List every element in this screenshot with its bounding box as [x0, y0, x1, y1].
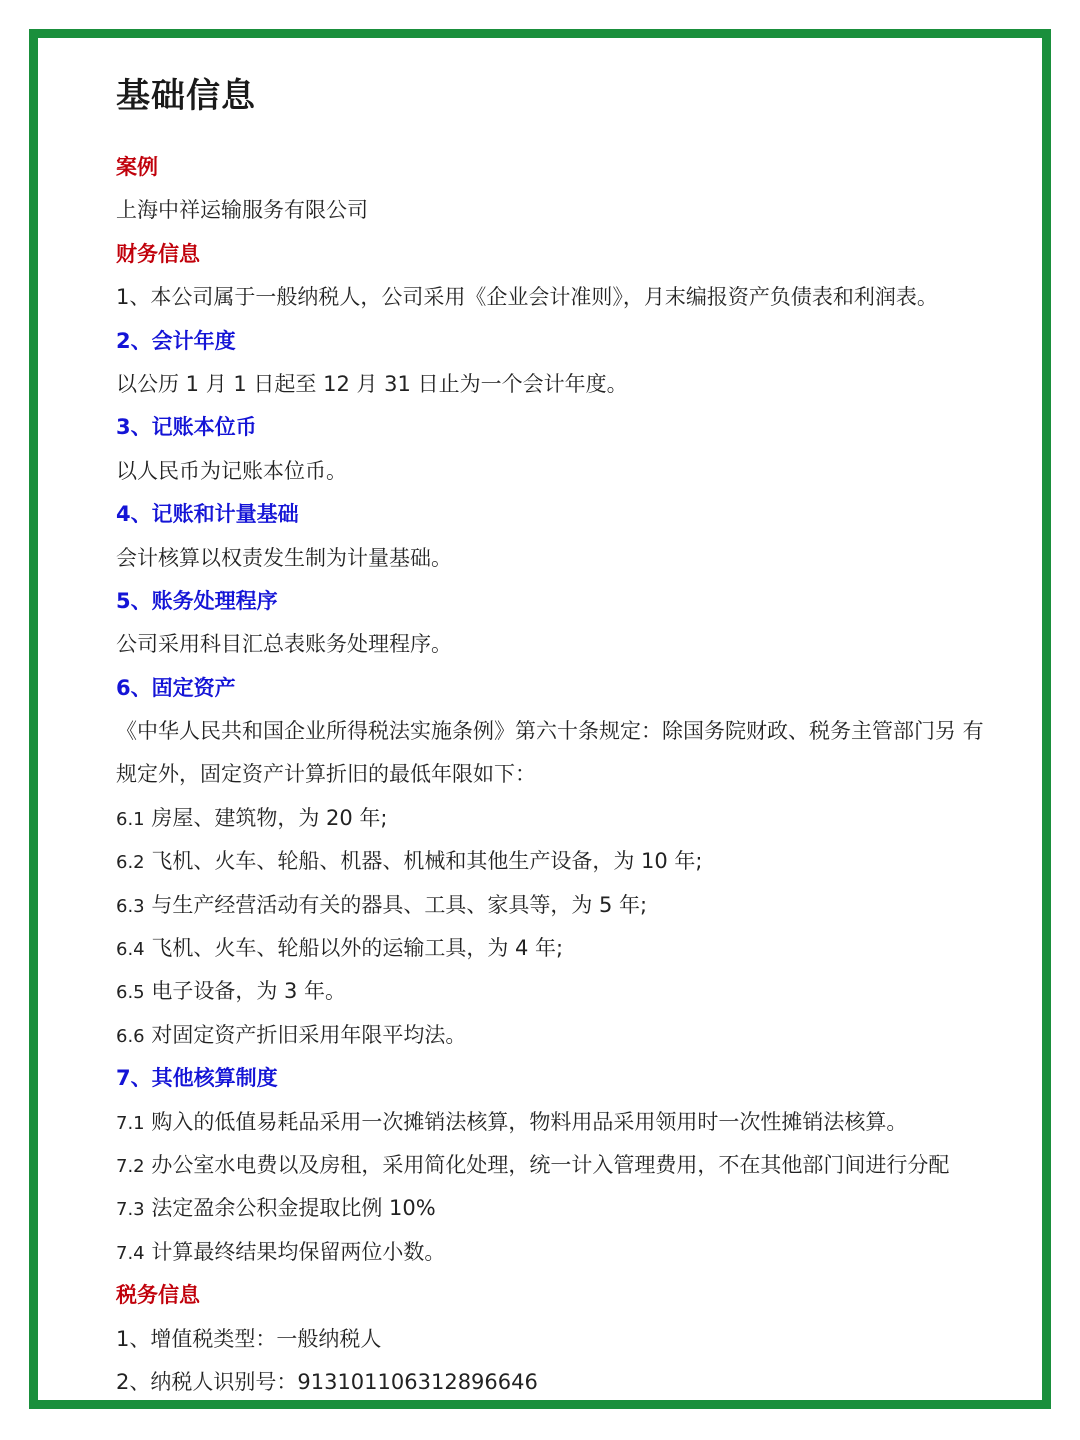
- item-text: 购入的低值易耗品采用一次摊销法核算，物料用品采用领用时一次性摊销法核算。: [151, 1109, 908, 1134]
- company-name: 上海中祥运输服务有限公司: [116, 198, 368, 223]
- fixed-asset-item: [116, 797, 1016, 840]
- tax-heading: 税务信息: [116, 1283, 200, 1308]
- finance-heading: 财务信息: [116, 241, 200, 266]
- other-accounting-item: [116, 1187, 1016, 1230]
- item-number: 6.5: [116, 982, 145, 1004]
- basis-text: 会计核算以权责发生制为计量基础。: [116, 545, 452, 570]
- item-number: 7.4: [116, 1242, 145, 1264]
- vat-type: 1、增值税类型：一般纳税人: [116, 1326, 382, 1351]
- other-accounting-item: [116, 1101, 1016, 1144]
- other-accounting-heading: 7、其他核算制度: [116, 1066, 278, 1091]
- item-number: 6.6: [116, 1025, 145, 1047]
- fixed-assets-intro-1: 《中华人民共和国企业所得税法实施条例》第六十条规定：除国务院财政、税务主管部门另 有: [116, 719, 984, 744]
- basis-heading: 4、记账和计量基础: [116, 502, 299, 527]
- page-title: 基础信息: [116, 76, 256, 116]
- item-text: 飞机、火车、轮船、机器、机械和其他生产设备，为 10 年;: [151, 849, 703, 874]
- other-accounting-item: [116, 1144, 1016, 1187]
- item-text: 对固定资产折旧采用年限平均法。: [151, 1022, 467, 1047]
- item-text: 办公室水电费以及房租，采用简化处理，统一计入管理费用，不在其他部门间进行分配: [151, 1152, 950, 1177]
- fixed-asset-item: [116, 1014, 1016, 1057]
- item-text: 房屋、建筑物，为 20 年;: [151, 805, 388, 830]
- currency-heading: 3、记账本位币: [116, 415, 257, 440]
- item-text: 飞机、火车、轮船以外的运输工具，为 4 年;: [151, 936, 564, 961]
- item-text: 电子设备，为 3 年。: [151, 979, 347, 1004]
- item-number: 6.2: [116, 852, 145, 874]
- taxpayer-id: 2、纳税人识别号：913101106312896646: [116, 1369, 538, 1394]
- item-number: 7.1: [116, 1112, 145, 1134]
- item-text: 法定盈余公积金提取比例 10%: [151, 1196, 436, 1221]
- fixed-asset-item: [116, 840, 1016, 883]
- fiscal-year-heading: 2、会计年度: [116, 328, 236, 353]
- fixed-assets-intro-2: 规定外，固定资产计算折旧的最低年限如下：: [116, 762, 536, 787]
- fixed-asset-item: [116, 970, 1016, 1013]
- fixed-asset-item: [116, 884, 1016, 927]
- item-number: 7.3: [116, 1199, 145, 1221]
- item-text: 与生产经营活动有关的器具、工具、家具等，为 5 年;: [151, 892, 648, 917]
- item-text: 计算最终结果均保留两位小数。: [151, 1239, 446, 1264]
- procedure-heading: 5、账务处理程序: [116, 588, 278, 613]
- finance-item-1: 1、本公司属于一般纳税人，公司采用《企业会计准则》，月末编报资产负债表和利润表。: [116, 285, 938, 310]
- item-number: 7.2: [116, 1155, 145, 1177]
- item-number: 6.4: [116, 939, 145, 961]
- document-content: [116, 76, 1016, 1404]
- case-heading: 案例: [116, 155, 158, 179]
- fixed-asset-item: [116, 927, 1016, 970]
- fixed-assets-heading: 6、固定资产: [116, 675, 236, 700]
- page-frame: [29, 29, 1051, 1409]
- item-number: 6.1: [116, 808, 145, 830]
- item-number: 6.3: [116, 895, 145, 917]
- other-accounting-item: [116, 1231, 1016, 1274]
- currency-text: 以人民币为记账本位币。: [116, 458, 347, 483]
- fiscal-year-text: 以公历 1 月 1 日起至 12 月 31 日止为一个会计年度。: [116, 371, 628, 396]
- procedure-text: 公司采用科目汇总表账务处理程序。: [116, 632, 452, 657]
